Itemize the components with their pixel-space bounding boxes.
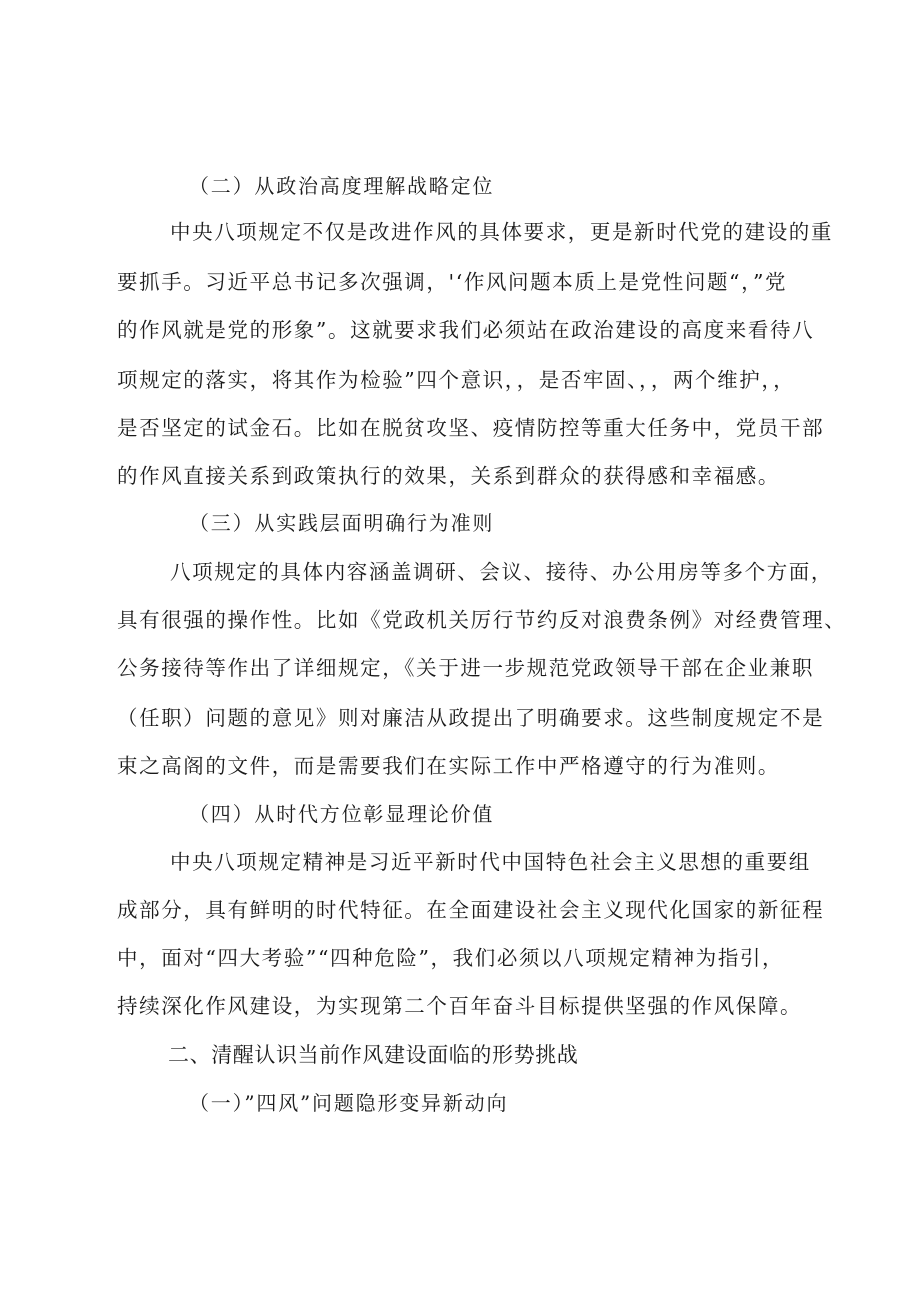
paragraph-line: 束之高阁的文件，而是需要我们在实际工作中严格遵守的行为准则。	[117, 754, 780, 778]
section-heading: （一）”四风”问题隐形变异新动向	[189, 1091, 509, 1115]
paragraph-line: 要抓手。习近平总书记多次强调，'‘作风问题本质上是党性问题“，”党	[117, 270, 788, 294]
paragraph-line: 公务接待等作出了详细规定，《关于进一步规范党政领导干部在企业兼职	[117, 656, 814, 680]
section-heading: （四）从时代方位彰显理论价值	[189, 802, 495, 826]
paragraph-line: 具有很强的操作性。比如《党政机关厉行节约反对浪费条例》对经费管理、	[117, 608, 847, 632]
paragraph-line: 成部分，具有鲜明的时代特征。在全面建设社会主义现代化国家的新征程	[117, 898, 825, 922]
paragraph-line: 中央八项规定精神是习近平新时代中国特色社会主义思想的重要组	[170, 850, 811, 874]
paragraph-line: 是否坚定的试金石。比如在脱贫攻坚、疫情防控等重大任务中，党员干部	[117, 416, 825, 440]
paragraph-line: 项规定的落实，将其作为检验”四个意识，，是否牢固、，，两个维护，，	[117, 368, 796, 392]
paragraph-line: 八项规定的具体内容涵盖调研、会议、接待、办公用房等多个方面，	[170, 560, 833, 584]
paragraph-line: 的作风就是党的形象”。这就要求我们必须站在政治建设的高度来看待八	[117, 318, 815, 342]
section-heading: （二）从政治高度理解战略定位	[189, 174, 495, 198]
chapter-heading: 二、清醒认识当前作风建设面临的形势挑战	[168, 1043, 579, 1067]
section-heading: （三）从实践层面明确行为准则	[189, 511, 495, 535]
paragraph-line: （任职）问题的意见》则对廉洁从政提出了明确要求。这些制度规定不是	[117, 706, 825, 730]
paragraph-line: 的作风直接关系到政策执行的效果，关系到群众的获得感和幸福感。	[117, 464, 780, 488]
paragraph-line: 中央八项规定不仅是改进作风的具体要求，更是新时代党的建设的重	[170, 220, 833, 244]
paragraph-line: 中，面对“四大考验”“四种危险”，我们必须以八项规定精神为指引，	[117, 946, 785, 970]
paragraph-line: 持续深化作风建设，为实现第二个百年奋斗目标提供坚强的作风保障。	[117, 994, 803, 1018]
